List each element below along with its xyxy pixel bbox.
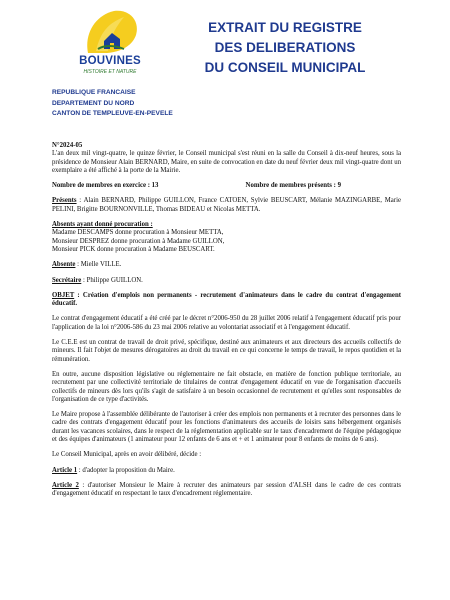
- secretary-label: Secrétaire: [52, 276, 82, 284]
- members-in-office: Nombre de membres en exercice : 13: [52, 182, 159, 190]
- paragraph: Le C.E.E est un contrat de travail de droit privé, spécifique, destiné aux animateurs et aux directeurs des accueils collectifs de mineurs. Il fait l'objet de mesures dérogatoires au droit du travail en ce qui concerne le temps de travail, le repos quotidien et la rémunération.: [52, 339, 401, 363]
- present-list: : Alain BERNARD, Philippe GUILLON, France CATOEN, Sylvie BEUSCART, Mélanie MAZINGARBE, Marie PELINI, Brigitte BOURNONVILLE, Thomas BIDEAU et Nicolas METTA.: [52, 197, 401, 213]
- republic-label: REPUBLIQUE FRANCAISE: [52, 89, 136, 96]
- article-label: Article 2: [52, 481, 79, 489]
- paragraph: Le contrat d'engagement éducatif a été créé par le décret n°2006-950 du 28 juillet 2006 relatif à l'engagement éducatif pris pour l'application de la loi n°2006-586 du 23 mai 2006 relative au volontariat associatif et à l'engagement éducatif.: [52, 315, 401, 331]
- paragraph: En outre, aucune disposition législative ou réglementaire ne fait obstacle, en matière de fonction publique territoriale, au recrutement par une collectivité territoriale de titulaires de contrat d'engagement éducatif en vue de l'organisation d'accueils collectifs de mineurs dès lors qu'ils s'agit de satisfaire à un besoin occasionnel de recrutement et qu'elles sont responsables de l'organisation de ce type d'activités.: [52, 370, 401, 403]
- article-label: Article 1: [52, 466, 78, 474]
- proxy-line: Madame DESCAMPS donne procuration à Monsieur METTA,: [52, 229, 224, 237]
- present-members: [52, 197, 401, 214]
- logo-name: BOUVINES: [79, 55, 141, 67]
- logo-tagline: HISTOIRE ET NATURE: [83, 69, 137, 75]
- members-present: Nombre de membres présents : 9: [245, 182, 341, 190]
- object-label: OBJET: [52, 291, 75, 299]
- object-text: : Création d'emplois non permanents - recrutement d'animateurs dans le cadre du contrat d'engagement éducatif.: [52, 291, 401, 308]
- document-title: [175, 18, 395, 78]
- secretary-name: : Philippe GUILLON.: [81, 276, 143, 284]
- secretary-line: [52, 277, 401, 285]
- administrative-header: [52, 88, 173, 120]
- article-text: : d'adopter la proposition du Maire.: [77, 466, 175, 474]
- proxy-line: Monsieur DESPREZ donne procuration à Madame GUILLON,: [52, 237, 225, 245]
- bouvines-logo: [74, 3, 146, 83]
- absent-proxy-section: [52, 221, 401, 254]
- absent-name: : Mielle VILLE.: [75, 261, 122, 269]
- article-2: [52, 482, 401, 499]
- proxy-line: Monsieur PICK donne procuration à Madame BEUSCART.: [52, 245, 215, 253]
- absent-label: Absente: [52, 261, 76, 269]
- absent-proxy-label: Absents ayant donné procuration :: [52, 221, 153, 229]
- department-label: DEPARTEMENT DU NORD: [52, 99, 135, 107]
- absent-line: [52, 261, 401, 269]
- document-number: N°2024-05: [52, 142, 83, 149]
- canton-label: CANTON DE TEMPLEUVE-EN-PEVELE: [52, 110, 173, 117]
- decision-intro: Le Conseil Municipal, après en avoir délibéré, décide :: [52, 451, 202, 459]
- article-1: [52, 467, 401, 475]
- present-label: Présents: [52, 197, 77, 205]
- title-line: DU CONSEIL MUNICIPAL: [204, 60, 366, 75]
- members-count-row: [52, 182, 401, 190]
- deliberation-body: [52, 142, 401, 506]
- title-line: DES DELIBERATIONS: [214, 40, 356, 55]
- object-line: [52, 292, 401, 309]
- article-text: : d'autoriser Monsieur le Maire à recruter des animateurs par session d'ALSH dans le cadre de ces contrats d'engagement éducatif en respectant le taux d'encadrement réglementaire.: [52, 481, 401, 498]
- paragraph: Le Maire propose à l'assemblée délibérante de l'autoriser à créer des emplois non permanents et à recruter des personnes dans le cadre des contrats d'engagement éducatif pour les fonctions d'animateurs des accueils de loisirs sans hébergement organisés durant les vacances scolaires, dans le respect de la réglementation applicable sur le taux d'encadrement de l'équipe pédagogique et des équipes d'animateurs (1 animateur pour 12 enfants de 6 ans et + et 1 animateur pour 8 enfants de moins de 6 ans).: [52, 411, 401, 444]
- title-line: EXTRAIT DU REGISTRE: [208, 20, 362, 35]
- intro-paragraph: L'an deux mil vingt-quatre, le quinze février, le Conseil municipal s'est réuni en la salle du Conseil à dix-neuf heures, sous la présidence de Monsieur Alain BERNARD, Maire, en suite de convocation en date du neuf février deux mil vingt-quatre dont un exemplaire a été affiché à la porte de la Mairie.: [52, 150, 401, 174]
